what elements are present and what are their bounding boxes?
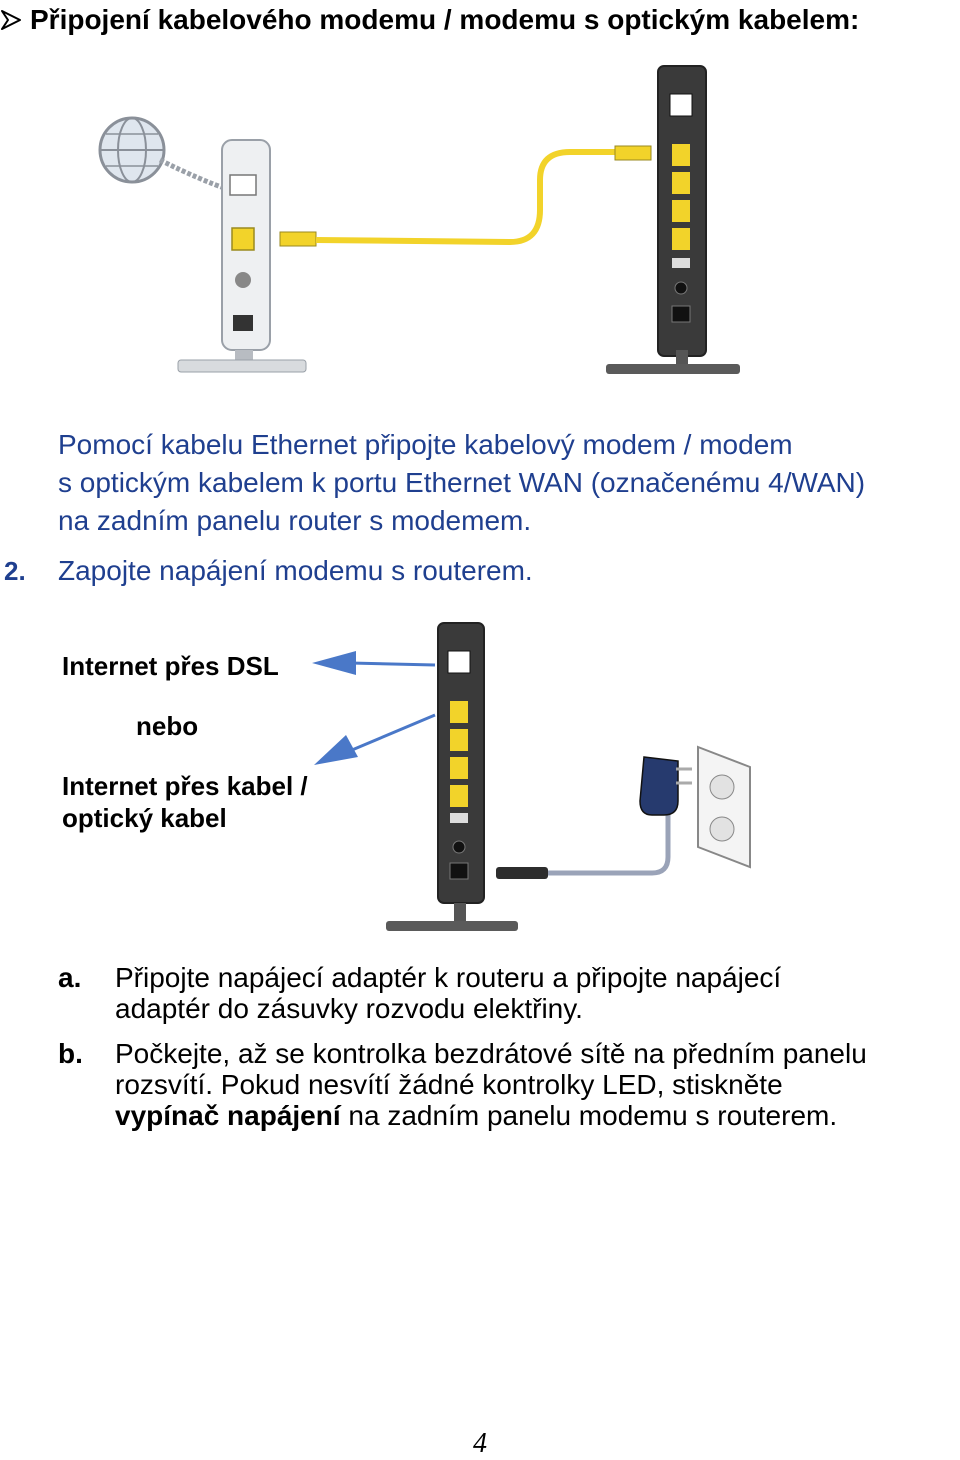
page-number: 4 [473, 1428, 487, 1459]
heading-text: Připojení kabelového modemu / modemu s optickým kabelem: [30, 4, 860, 35]
substep-b-line: rozsvítí. Pokud nesvítí žádné kontrolky LED, stiskněte [115, 1069, 783, 1100]
arrow-to-wan-port-icon [314, 715, 435, 765]
arrow-to-dsl-port-icon [312, 651, 435, 675]
substep-b-label: b. [58, 1038, 83, 1069]
ethernet-cable-icon [280, 146, 651, 246]
step1-line: s optickým kabelem k portu Ethernet WAN (označenému 4/WAN) [58, 467, 866, 498]
substep-b-text [115, 1038, 867, 1131]
substep-b-line-rest: na zadním panelu modemu s routerem. [340, 1100, 838, 1131]
substep-a-line: Připojte napájecí adaptér k routeru a připojte napájecí [115, 962, 782, 993]
substep-a-label: a. [58, 962, 82, 993]
label-or: nebo [136, 711, 199, 741]
router-back-panel-icon [386, 623, 518, 931]
step1-line: na zadním panelu router s modemem. [58, 505, 532, 536]
section-heading [0, 4, 859, 36]
substep-b-line: Počkejte, až se kontrolka bezdrátové sítě na předním panelu [115, 1038, 867, 1069]
power-adapter-icon [496, 757, 692, 879]
label-internet-cable [62, 770, 308, 834]
step2-text: Zapojte napájení modemu s routerem. [58, 555, 533, 586]
label-cable-line: optický kabel [62, 803, 227, 833]
label-cable-line: Internet přes kabel / [62, 771, 308, 801]
step2-number: 2. [4, 556, 26, 586]
wall-outlet-icon [698, 747, 750, 867]
internet-globe-icon [100, 118, 164, 182]
router-back-panel-icon [606, 66, 740, 374]
substep-a-text [115, 962, 781, 1024]
step1-paragraph [58, 426, 865, 540]
step1-line: Pomocí kabelu Ethernet připojte kabelový modem / modem [58, 429, 793, 460]
substep-a-line: adaptér do zásuvky rozvodu elektřiny. [115, 993, 583, 1024]
power-switch-term: vypínač napájení [115, 1100, 341, 1131]
modem-router-connection-figure [90, 60, 760, 380]
arrowhead-bullet-icon [0, 4, 30, 36]
substep-b-line [115, 1100, 867, 1131]
label-internet-dsl: Internet přes DSL [62, 651, 279, 681]
router-power-figure [300, 615, 770, 945]
